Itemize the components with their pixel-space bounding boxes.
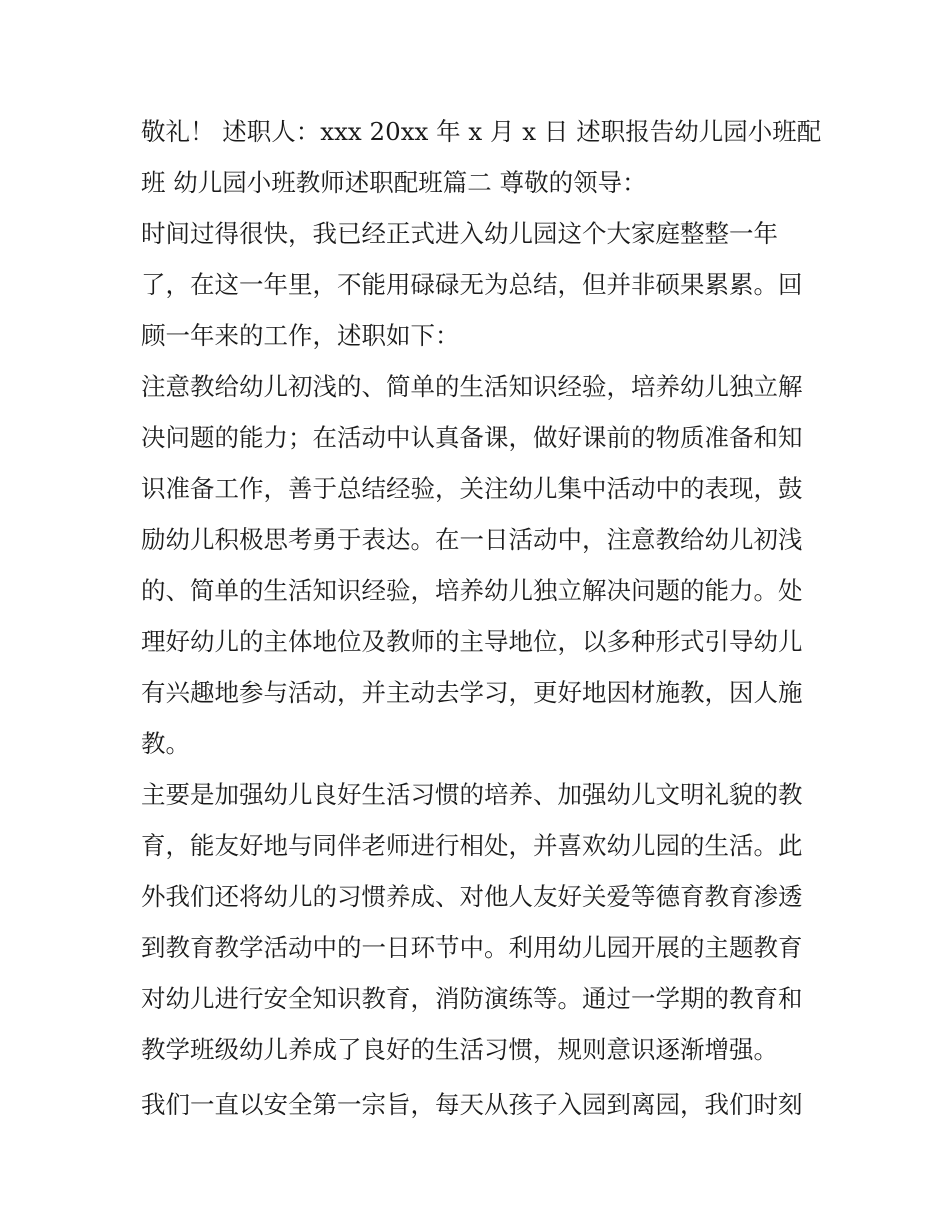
text-line: 了，在这一年里，不能用碌碌无为总结，但并非硕果累累。回 xyxy=(141,270,803,299)
text-line: 教学班级幼儿养成了良好的生活习惯，规则意识逐渐增强。 xyxy=(141,1035,778,1064)
text-line: 的、简单的生活知识经验，培养幼儿独立解决问题的能力。处 xyxy=(141,576,803,605)
paragraph-habits xyxy=(141,769,821,1075)
text-line: 决问题的能力；在活动中认真备课，做好课前的物质准备和知 xyxy=(141,423,803,452)
text-line: 理好幼儿的主体地位及教师的主导地位，以多种形式引导幼儿 xyxy=(141,627,803,656)
text-line: 班 幼儿园小班教师述职配班篇二 尊敬的领导： xyxy=(141,168,647,197)
text-line: 主要是加强幼儿良好生活习惯的培养、加强幼儿文明礼貌的教 xyxy=(141,780,803,809)
text-line: 有兴趣地参与活动，并主动去学习，更好地因材施教，因人施 xyxy=(141,678,803,707)
paragraph-teaching xyxy=(141,361,821,769)
text-line: 顾一年来的工作，述职如下： xyxy=(141,321,460,350)
text-line: 外我们还将幼儿的习惯养成、对他人友好关爱等德育教育渗透 xyxy=(141,882,803,911)
paragraph-intro xyxy=(141,208,821,361)
paragraph-safety xyxy=(141,1079,821,1130)
text-line: 识准备工作，善于总结经验，关注幼儿集中活动中的表现，鼓 xyxy=(141,474,803,503)
text-line: 敬礼！ 述职人：xxx 20xx 年 x 月 x 日 述职报告幼儿园小班配 xyxy=(141,117,822,146)
text-line: 注意教给幼儿初浅的、简单的生活知识经验，培养幼儿独立解 xyxy=(141,372,803,401)
text-line: 时间过得很快，我已经正式进入幼儿园这个大家庭整整一年 xyxy=(141,219,778,248)
document-body xyxy=(141,106,821,1130)
text-line: 励幼儿积极思考勇于表达。在一日活动中，注意教给幼儿初浅 xyxy=(141,525,803,554)
text-line: 到教育教学活动中的一日环节中。利用幼儿园开展的主题教育 xyxy=(141,933,803,962)
paragraph-closing-and-title xyxy=(141,106,821,208)
text-line: 对幼儿进行安全知识教育，消防演练等。通过一学期的教育和 xyxy=(141,984,803,1013)
text-line: 育，能友好地与同伴老师进行相处，并喜欢幼儿园的生活。此 xyxy=(141,831,803,860)
text-line: 教。 xyxy=(141,729,190,758)
text-line: 我们一直以安全第一宗旨，每天从孩子入园到离园，我们时刻 xyxy=(141,1090,803,1119)
